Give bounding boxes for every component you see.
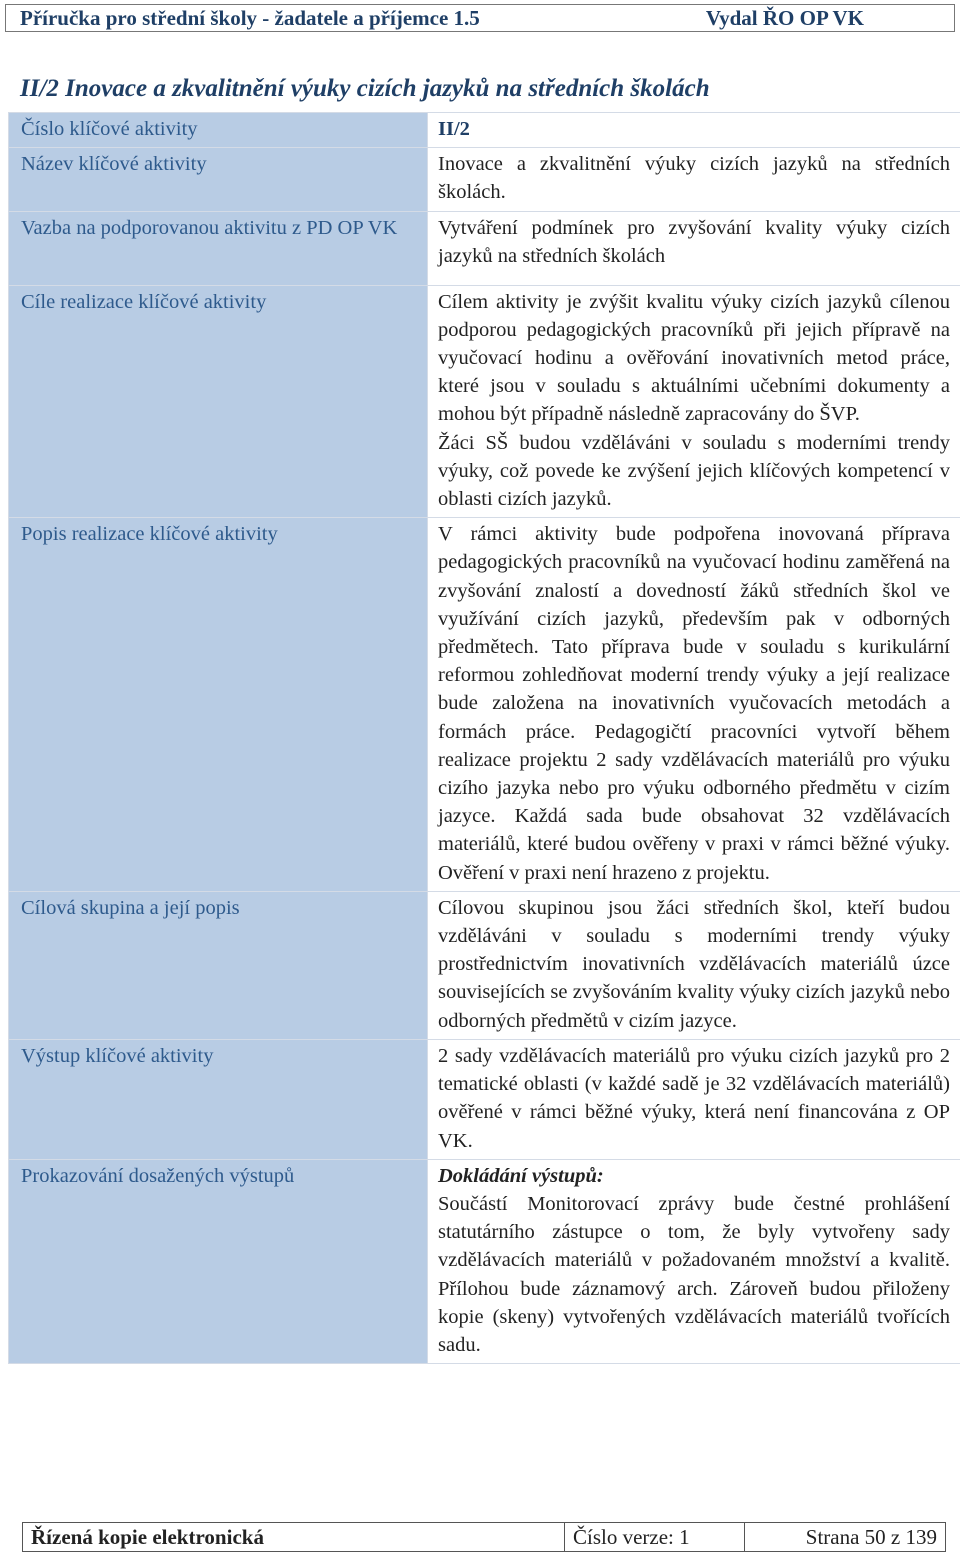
row-value-cell xyxy=(428,285,960,518)
table-row xyxy=(9,285,960,518)
table-row xyxy=(9,1039,960,1159)
table-row xyxy=(9,113,960,148)
row-value: Inovace a zkvalitnění výuky cizích jazyků na středních školách. xyxy=(428,148,960,211)
table-row xyxy=(9,518,960,892)
page-header xyxy=(5,4,955,32)
row-label: Cíle realizace klíčové aktivity xyxy=(9,285,428,518)
page-footer xyxy=(22,1522,946,1552)
row-value: Cílovou skupinou jsou žáci středních škol, kteří budou vzděláváni v souladu s moderními trendy výuky prostřednictvím inovativních vzdělávacích materiálů úzce souvisejících se zvyšováním kvality výuky cizích jazyků nebo odborných předmětů v cizím jazyce. xyxy=(428,891,960,1039)
section-title: II/2 Inovace a zkvalitnění výuky cizích jazyků na středních školách xyxy=(20,75,710,102)
table-row xyxy=(9,1159,960,1363)
row-label: Popis realizace klíčové aktivity xyxy=(9,518,428,892)
footer-page-number: Strana 50 z 139 xyxy=(805,1524,937,1549)
row-value-second-paragraph: Žáci SŠ budou vzděláváni v souladu s moderními trendy výuky, což povede ke zvýšení jejich klíčových kompetencí v oblasti cizích jazyků. xyxy=(438,431,950,511)
header-document-title: Příručka pro střední školy - žadatele a příjemce 1.5 xyxy=(20,5,480,30)
row-value: II/2 xyxy=(428,113,960,148)
row-label: Výstup klíčové aktivity xyxy=(9,1039,428,1159)
row-value: Součástí Monitorovací zprávy bude čestné prohlášení statutárního zástupce o tom, že byly vytvořeny sady vzdělávacích materiálů v požadovaném množství a kvalitě. Přílohou bude záznamový arch. Zároveň budou přiloženy kopie (skeny) vytvořených vzdělávacích materiálů tvořících sadu. xyxy=(438,1192,950,1356)
row-value: Cílem aktivity je zvýšit kvalitu výuky cizích jazyků cílenou podporou pedagogických pracovníků při jejich přípravě na vyučovací hodinu a ověřování inovativních metod práce, které jsou v souladu s aktuálními učebními dokumenty a mohou být případně následně zapracovány do ŠVP. xyxy=(438,290,950,426)
row-label: Vazba na podporovanou aktivitu z PD OP VK xyxy=(9,211,428,285)
table-row xyxy=(9,891,960,1039)
footer-copy-type: Řízená kopie elektronická xyxy=(23,1523,565,1551)
row-value: Vytváření podmínek pro zvyšování kvality výuky cizích jazyků na středních školách xyxy=(428,211,960,285)
table-row xyxy=(9,211,960,285)
footer-version: Číslo verze: 1 xyxy=(565,1523,745,1551)
row-label: Název klíčové aktivity xyxy=(9,148,428,211)
row-value-cell xyxy=(428,1159,960,1363)
activity-table xyxy=(8,112,960,1364)
row-label: Prokazování dosažených výstupů xyxy=(9,1159,428,1363)
header-publisher: Vydal ŘO OP VK xyxy=(705,5,864,30)
row-value: V rámci aktivity bude podpořena inovovaná příprava pedagogických pracovníků na vyučovací hodinu zaměřená na zvyšování znalostí a dovedností žáků středních škol ve využívání cizích jazyků, především pak v odborných předmětech. Tato příprava bude v souladu s kurikulární reformou zohledňovat moderní trendy výuky a její realizace bude založena na inovativních vyučovacích metodách a formách práce. Pedagogičtí pracovníci vytvoří během realizace projektu 2 sady vzdělávacích materiálů pro výuku cizího jazyka nebo pro výuku odborného předmětu v cizím jazyce. Každá sada bude obsahovat 32 vzdělávacích materiálů, které budou ověřeny v praxi v rámci běžné výuky. Ověření v praxi není hrazeno z projektu. xyxy=(428,518,960,892)
row-value: 2 sady vzdělávacích materiálů pro výuku cizích jazyků pro 2 tematické oblasti (v každé sadě je 32 vzdělávacích materiálů) ověřené v rámci běžné výuky, která není financována z OP VK. xyxy=(428,1039,960,1159)
row-label: Cílová skupina a její popis xyxy=(9,891,428,1039)
row-label: Číslo klíčové aktivity xyxy=(9,113,428,148)
table-row xyxy=(9,148,960,211)
row-subheading: Dokládání výstupů: xyxy=(438,1164,604,1187)
